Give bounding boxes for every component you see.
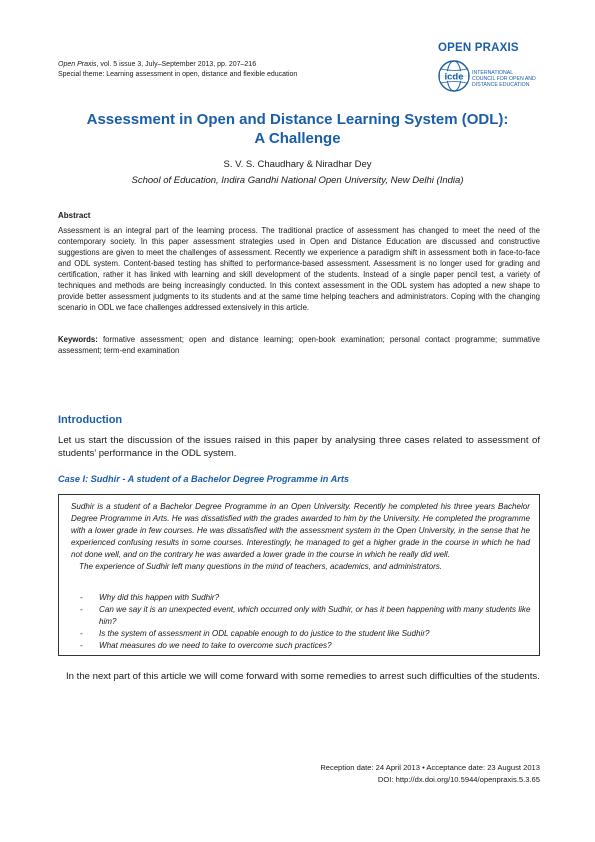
keywords-text: formative assessment; open and distance learning; open-book examination; personal contact programme; summative assessment; term-end examination xyxy=(58,335,540,355)
open-praxis-brand: OPEN PRAXIS xyxy=(438,42,519,54)
reception-acceptance-dates: Reception date: 24 April 2013 • Acceptance date: 23 August 2013 xyxy=(320,763,540,772)
icde-logo-text: icde xyxy=(444,71,464,83)
keywords xyxy=(58,334,540,356)
next-paragraph: In the next part of this article we will come forward with some remedies to arrest such difficulties of the students. xyxy=(66,671,540,682)
keywords-label: Keywords: xyxy=(58,335,98,344)
authors: S. V. S. Chaudhary & Niradhar Dey xyxy=(223,159,372,170)
article-title-line-1: Assessment in Open and Distance Learning System (ODL): xyxy=(86,111,509,128)
list-item: - What measures do we need to take to overcome such practices? xyxy=(80,640,535,652)
case-paragraph-main: Sudhir is a student of a Bachelor Degree Programme in an Open University. Recently he completed his three years Bachelor Degree Programme in Arts. He was dissatisfied with the grades awarded to him by the University. He completed the programme with a lower grade in few courses. He was dissatisfied with the assessment system in the Open University, in the sense that he experienced confusing results in some courses. Interestingly, he managed to get a higher grade in the course in which he had not done well, and on the contrary he was awarded a lower grade in the course in which he really did well. xyxy=(71,502,530,560)
org-line-1: INTERNATIONAL xyxy=(472,70,514,76)
org-line-3: DISTANCE EDUCATION xyxy=(472,82,530,88)
icde-globe-logo xyxy=(437,59,471,93)
journal-name: Open Praxis xyxy=(58,61,97,68)
case-questions-list xyxy=(80,592,535,652)
icde-organization xyxy=(472,70,562,88)
article-title-line-2: A Challenge xyxy=(254,130,341,147)
introduction-text: Let us start the discussion of the issues raised in this paper by analysing three cases related to assessment of students’ performance in the ODL system. xyxy=(58,435,540,459)
journal-citation-details: , vol. 5 issue 3, July–September 2013, pp. 207–216 xyxy=(96,61,257,68)
article-title xyxy=(40,110,555,148)
abstract-heading: Abstract xyxy=(58,211,91,220)
list-item: - Can we say it is an unexpected event, which occurred only with Sudhir, or has it been happening with many students like him? xyxy=(80,604,535,628)
affiliation: School of Education, Indira Gandhi National Open University, New Delhi (India) xyxy=(131,175,464,186)
abstract-body: Assessment is an integral part of the learning process. The traditional practice of assessment has changed to meet the need of the contemporary society. In this paper assessment strategies used in Open and Distance Education are discussed and constructive suggestions are given to meet the challenges of assessment. Recently we experience a paradigm shift in assessment both in face-to-face and ODL system. Content-based testing has shifted to performance-based assessment. Assessment is no longer used for grading and certification, rather it has linked with learning and skill development of the students. Instead of a single paper pencil test, a variety of techniques and methods are being increasingly conducted. In this context assessment in the ODL system has adopted a new shape to provide better assessment judgments to its students and at the same time helping teachers and administrators. Coping with the changing scenario in ODL we face challenges addressed extensively in this article. xyxy=(58,226,540,313)
doi-link[interactable]: DOI: http://dx.doi.org/10.5944/openpraxis.5.3.65 xyxy=(377,775,540,784)
list-item: - Why did this happen with Sudhir? xyxy=(80,592,535,604)
case-paragraph-last: The experience of Sudhir left many questions in the mind of teachers, academics, and administrators. xyxy=(79,562,443,572)
org-line-2: COUNCIL FOR OPEN AND xyxy=(472,76,536,82)
case-heading: Case I: Sudhir - A student of a Bachelor Degree Programme in Arts xyxy=(58,474,349,484)
list-item: - Is the system of assessment in ODL capable enough to do justice to the student like Sudhir? xyxy=(80,628,535,640)
special-theme: Special theme: Learning assessment in open, distance and flexible education xyxy=(58,71,298,78)
introduction-heading: Introduction xyxy=(58,414,123,426)
case-paragraph xyxy=(71,501,530,573)
journal-citation xyxy=(58,60,256,69)
